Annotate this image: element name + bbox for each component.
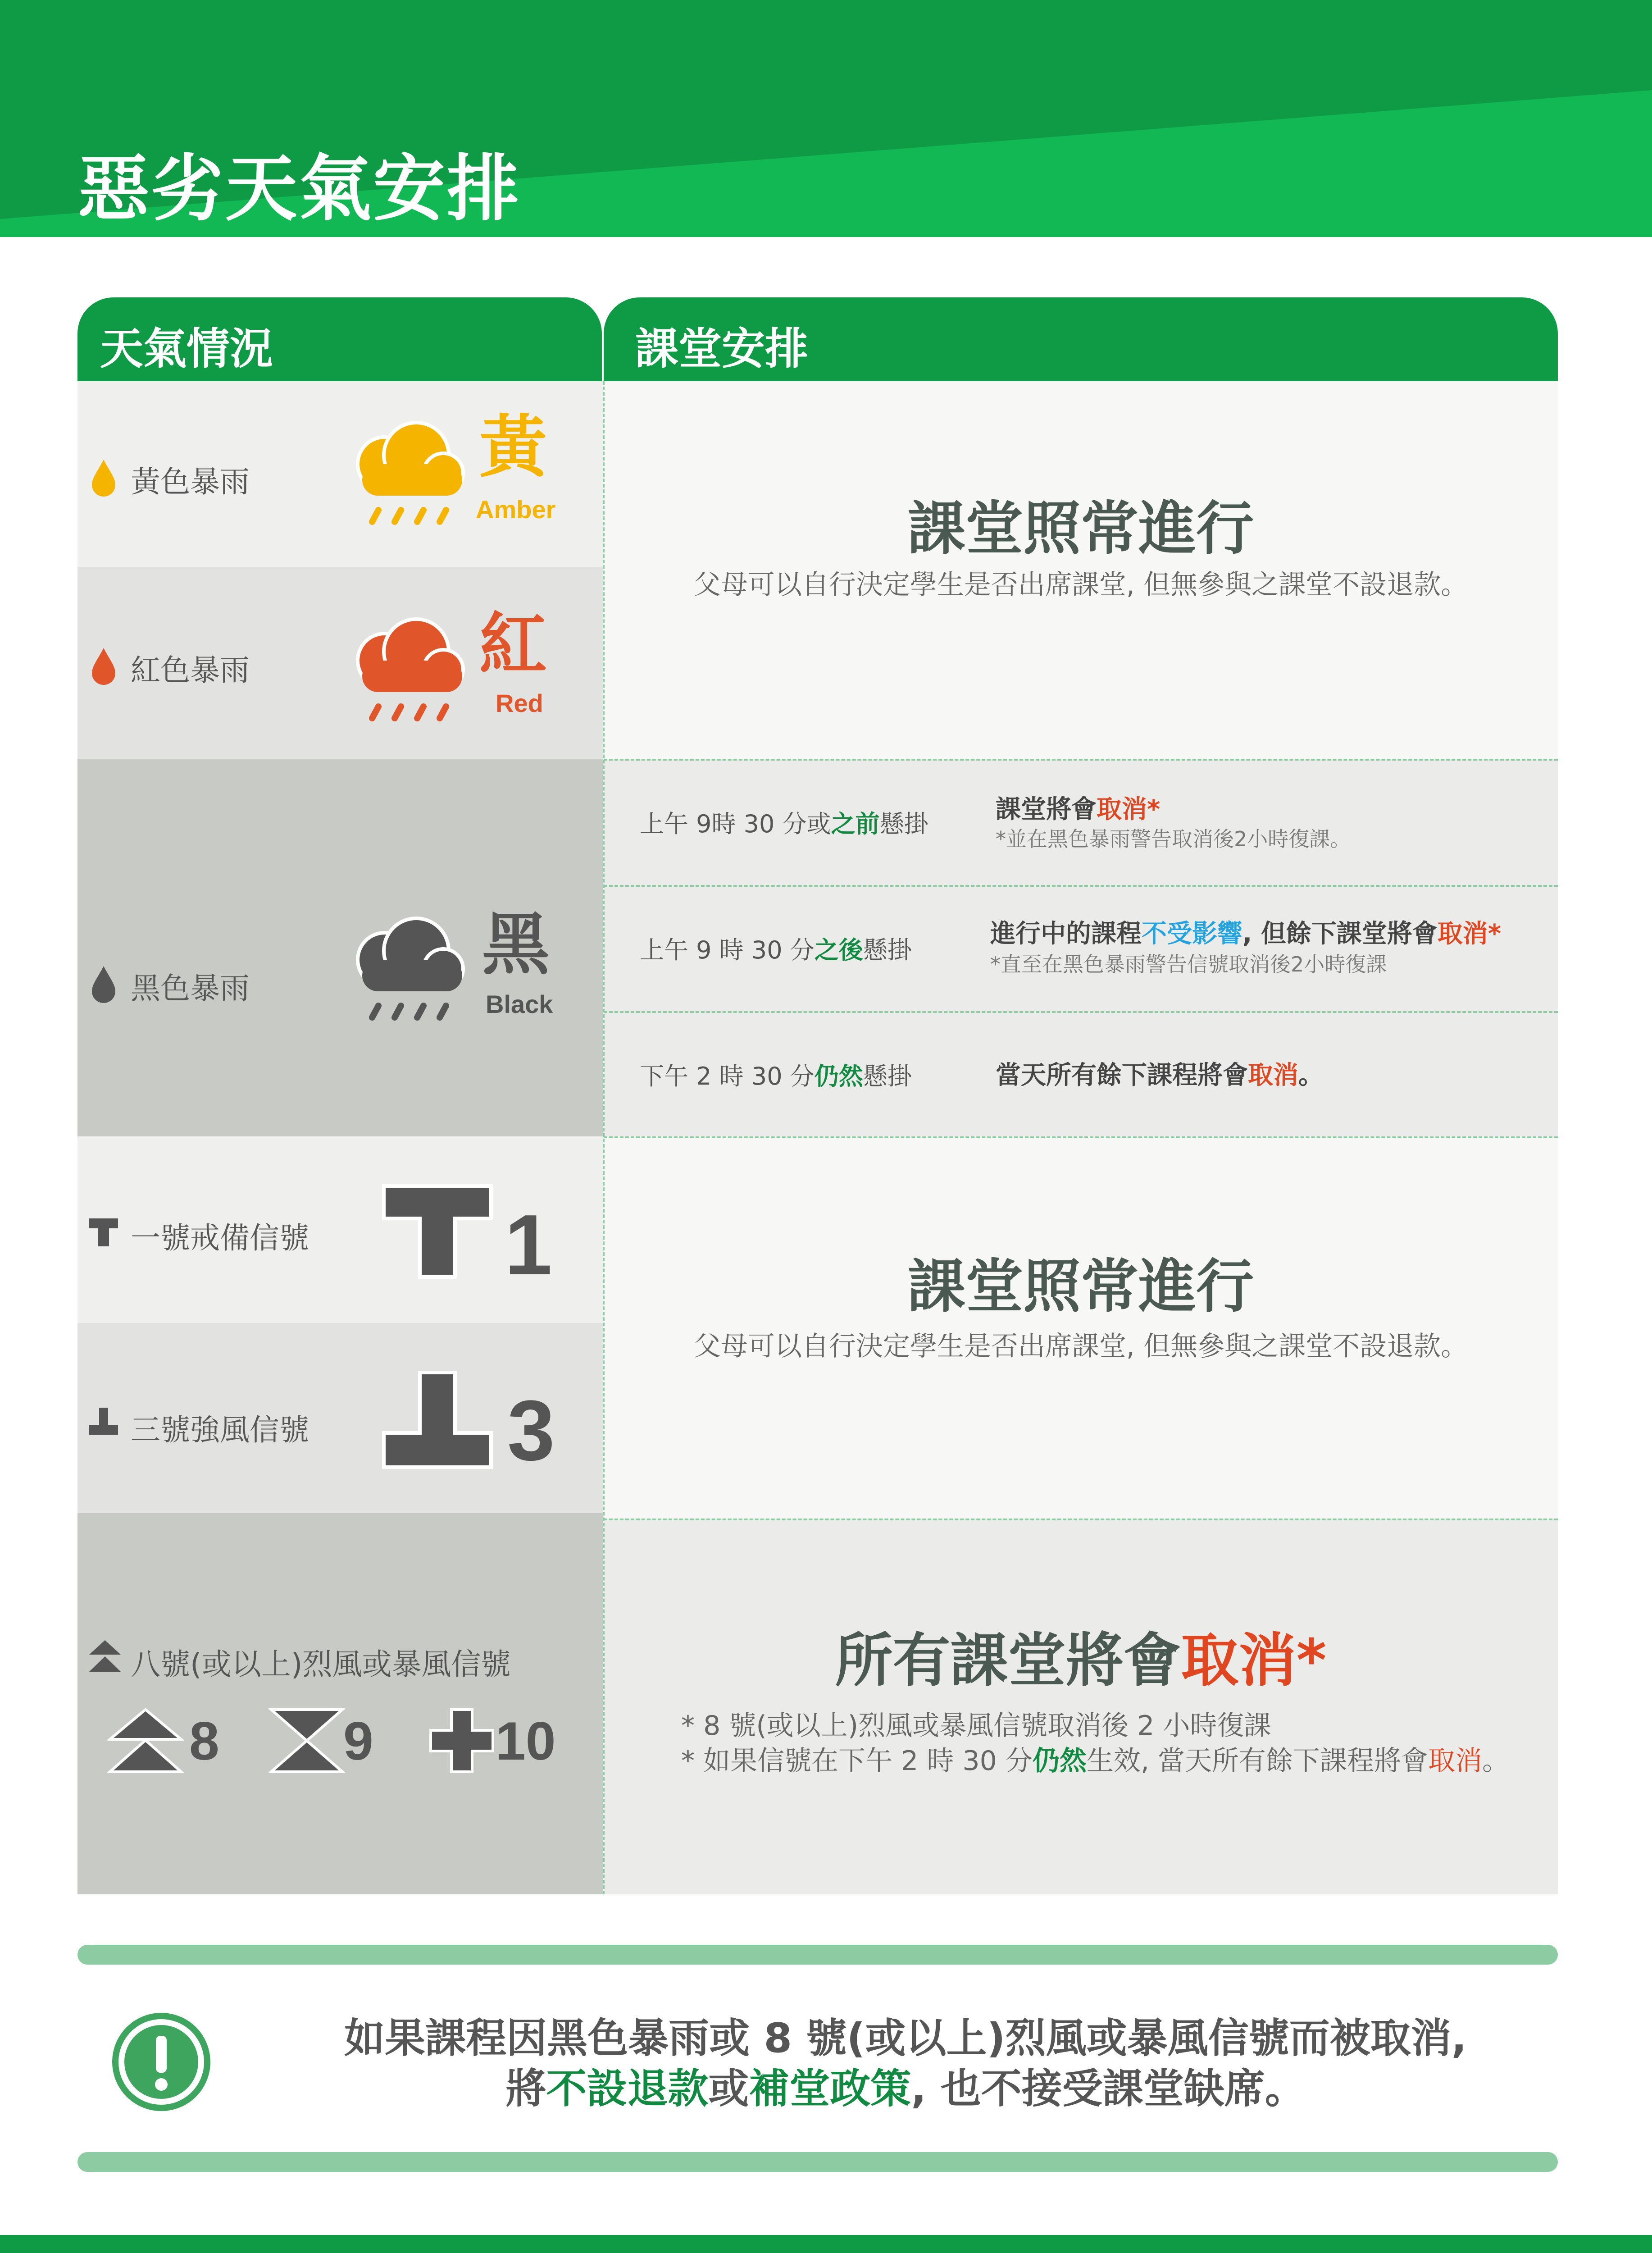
amber-icon-en: Amber: [476, 495, 556, 524]
normal-title-typhoon: 課堂照常進行: [907, 1253, 1254, 1320]
typhoon-signal-3-icon: [381, 1370, 494, 1470]
weather-label-black: 黑色暴雨: [131, 971, 250, 1006]
signal-3-small-icon: [89, 1408, 118, 1435]
typhoon-signal-8-icon: [107, 1707, 184, 1774]
column-header-arrangement: 課堂安排: [604, 297, 1558, 381]
black-drop-icon: [90, 964, 117, 1003]
red-icon-char: 紅: [479, 606, 547, 684]
cancel-note-2: * 如果信號在下午 2 時 30 分仍然生效, 當天所有餘下課程將會取消。: [681, 1745, 1510, 1777]
weather-label-amber: 黃色暴雨: [131, 465, 250, 499]
black-row-3-result: 當天所有餘下課程將會取消。: [996, 1061, 1324, 1090]
weather-label-t3: 三號強風信號: [131, 1413, 309, 1447]
notice-top-bar: [77, 1945, 1558, 1965]
red-drop-icon: [90, 646, 117, 685]
notice-bottom-bar: [77, 2152, 1558, 2172]
amber-drop-icon: [90, 458, 117, 497]
page-title: 惡劣天氣安排: [77, 146, 521, 231]
cancel-title: 所有課堂將會取消*: [835, 1627, 1327, 1694]
row-divider: [604, 1136, 1558, 1138]
red-rain-cloud-icon: [349, 611, 466, 724]
black-row-3-time: 下午 2 時 30 分仍然懸掛: [640, 1062, 912, 1090]
typhoon-signal-10-icon: [429, 1708, 495, 1774]
normal-subtitle-rain: 父母可以自行決定學生是否出席課堂, 但無參與之課堂不設退款。: [693, 569, 1468, 601]
black-row-1-time: 上午 9時 30 分或之前懸掛: [640, 810, 928, 838]
typhoon-signal-9-icon: [269, 1707, 345, 1774]
row-divider: [604, 1519, 1558, 1520]
row-divider: [604, 759, 1558, 761]
page-footer: [0, 2235, 1652, 2253]
row-divider: [604, 1011, 1558, 1013]
notice-line-2: 將不設退款或補堂政策, 也不接受課堂缺席。: [505, 2065, 1306, 2112]
black-row-1-note: *並在黑色暴雨警告取消後2小時復課。: [996, 827, 1351, 851]
column-header-weather: 天氣情況: [77, 297, 602, 381]
amber-rain-cloud-icon: [349, 415, 466, 527]
weather-label-red: 紅色暴雨: [131, 653, 250, 688]
normal-title-rain: 課堂照常進行: [907, 495, 1254, 562]
cancel-note-1: * 8 號(或以上)烈風或暴風信號取消後 2 小時復課: [681, 1710, 1271, 1742]
signal-9-number: 9: [343, 1711, 373, 1771]
black-row-2-time: 上午 9 時 30 分之後懸掛: [640, 936, 912, 964]
weather-label-t1: 一號戒備信號: [131, 1221, 309, 1255]
weather-label-t8: 八號(或以上)烈風或暴風信號: [131, 1647, 511, 1682]
typhoon-signal-1-icon: [381, 1183, 494, 1280]
exclamation-circle-icon: [112, 2012, 211, 2112]
notice-line-1: 如果課程因黑色暴雨或 8 號(或以上)烈風或暴風信號而被取消,: [344, 2015, 1467, 2062]
signal-1-small-icon: [89, 1218, 118, 1246]
row-divider: [604, 885, 1558, 887]
black-icon-en: Black: [486, 990, 553, 1018]
black-row-2-result: 進行中的課程不受影響, 但餘下課堂將會取消*: [990, 919, 1502, 949]
amber-icon-char: 黃: [479, 408, 547, 487]
black-rain-cloud-icon: [349, 910, 466, 1023]
signal-3-number: 3: [507, 1383, 555, 1478]
signal-8-number: 8: [189, 1711, 219, 1771]
signal-10-number: 10: [496, 1711, 556, 1771]
signal-8-small-icon: [89, 1640, 121, 1672]
black-icon-char: 黑: [482, 906, 550, 984]
row-t8: [77, 1513, 603, 1894]
black-row-1-result: 課堂將會取消*: [996, 795, 1160, 824]
signal-1-number: 1: [505, 1197, 552, 1293]
black-row-2-note: *直至在黑色暴雨警告信號取消後2小時復課: [990, 952, 1387, 976]
red-icon-en: Red: [496, 689, 543, 717]
normal-subtitle-typhoon: 父母可以自行決定學生是否出席課堂, 但無參與之課堂不設退款。: [693, 1331, 1468, 1362]
